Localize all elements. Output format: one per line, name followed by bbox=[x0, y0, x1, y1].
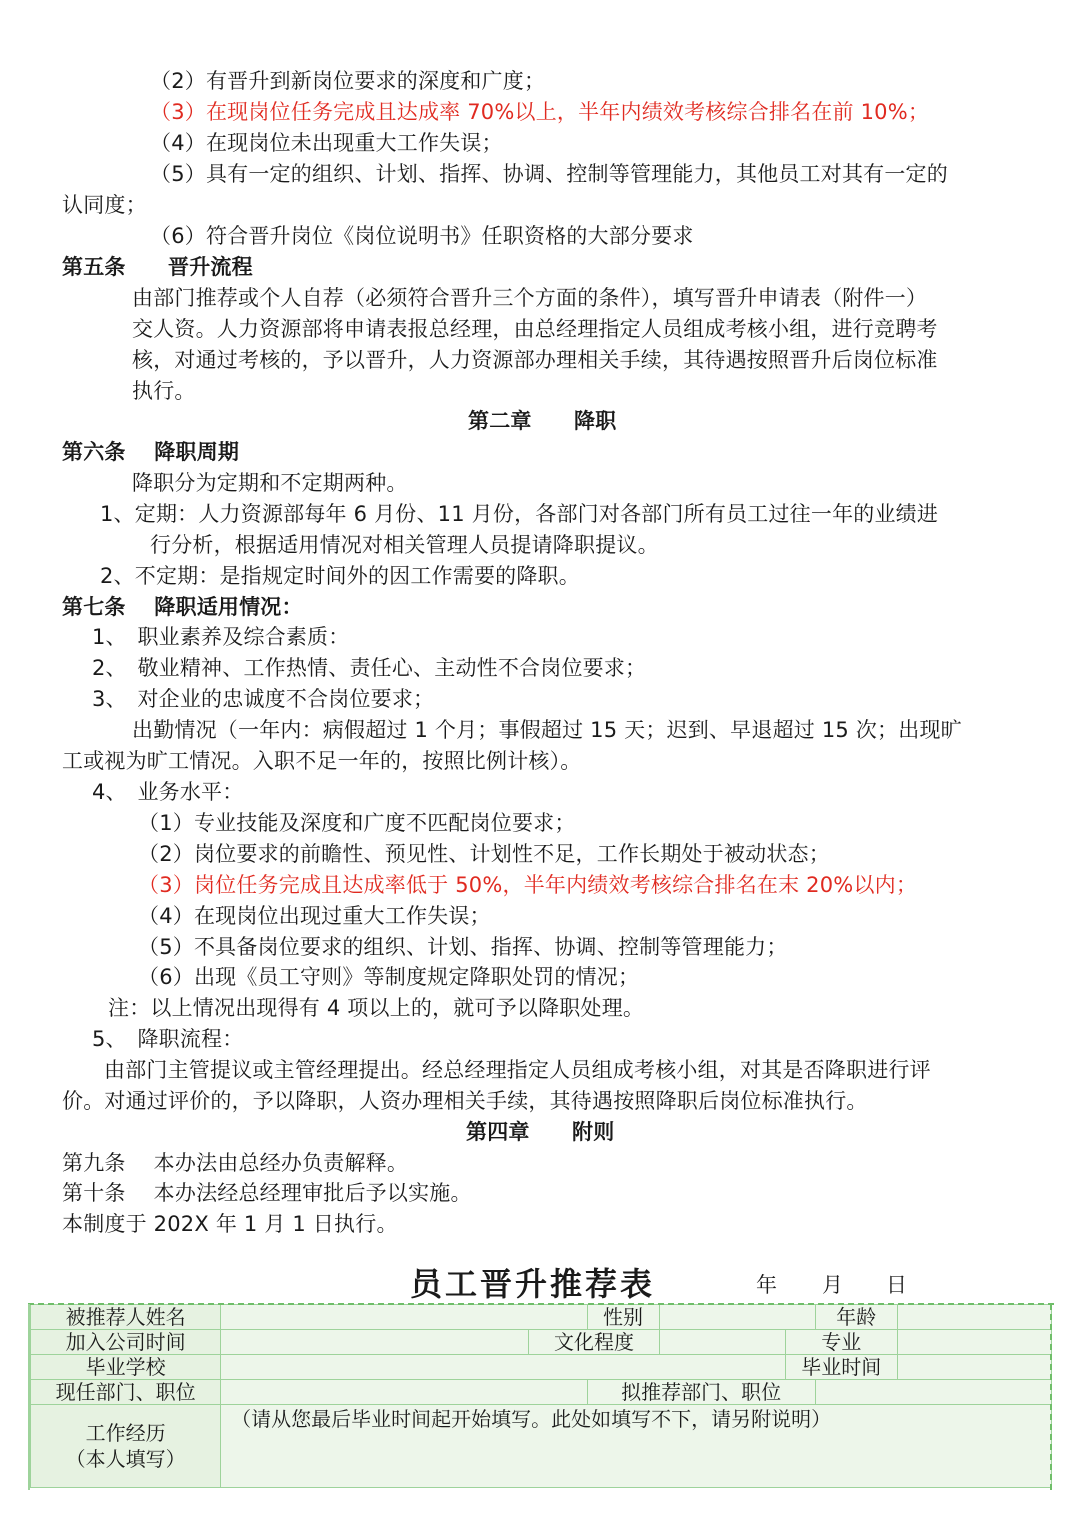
skill-item-4: （4）在现岗位出现过重大工作失误； bbox=[138, 904, 491, 928]
article-10: 第十条 本办法经总经理审批后予以实施。 bbox=[62, 1181, 472, 1205]
article-5-heading: 第五条 晋升流程 bbox=[62, 255, 253, 279]
name-label: 被推荐人姓名 bbox=[31, 1305, 221, 1330]
chapter-2-heading: 第二章 降职 bbox=[468, 409, 617, 433]
promotion-criterion-5: （5）具有一定的组织、计划、指挥、协调、控制等管理能力，其他员工对其有一定的 bbox=[150, 162, 948, 186]
school-input[interactable] bbox=[221, 1355, 786, 1380]
current-dept-input[interactable] bbox=[221, 1380, 587, 1405]
article-9: 第九条 本办法由总经办负责解释。 bbox=[62, 1151, 409, 1175]
join-date-label: 加入公司时间 bbox=[31, 1330, 221, 1355]
form-row-school bbox=[31, 1355, 1052, 1380]
major-label: 专业 bbox=[785, 1330, 897, 1355]
article-7-item-4: 4、 业务水平： bbox=[92, 780, 244, 804]
school-label: 毕业学校 bbox=[31, 1355, 221, 1380]
article-6-item-1-cont: 行分析，根据适用情况对相关管理人员提请降职提议。 bbox=[150, 533, 659, 557]
current-dept-label: 现任部门、职位 bbox=[31, 1380, 221, 1405]
recommended-dept-input[interactable] bbox=[815, 1380, 1051, 1405]
graduation-date-input[interactable] bbox=[897, 1355, 1051, 1380]
experience-label bbox=[31, 1405, 221, 1488]
article-6-item-2: 2、不定期：是指规定时间外的因工作需要的降职。 bbox=[100, 564, 580, 588]
graduation-date-label: 毕业时间 bbox=[785, 1355, 897, 1380]
article-5-para-4: 执行。 bbox=[132, 379, 196, 403]
demotion-process-2: 价。对通过评价的，予以降职，人资办理相关手续，其待遇按照降职后岗位标准执行。 bbox=[62, 1089, 868, 1113]
article-7-item-1: 1、 职业素养及综合素质： bbox=[92, 625, 350, 649]
table-frame-left bbox=[28, 1304, 30, 1490]
chapter-4-heading: 第四章 附则 bbox=[466, 1120, 615, 1144]
article-6-heading: 第六条 降职周期 bbox=[62, 440, 240, 464]
article-7-item-3: 3、 对企业的忠诚度不合岗位要求； bbox=[92, 687, 435, 711]
skill-item-3: （3）岗位任务完成且达成率低于 50%，半年内绩效考核综合排名在末 20%以内； bbox=[138, 873, 918, 897]
date-year-label: 年 bbox=[756, 1273, 777, 1297]
attendance-line-1: 出勤情况（一年内：病假超过 1 个月；事假超过 15 天；迟到、早退超过 15 次；出现旷 bbox=[132, 718, 962, 742]
note-line: 注：以上情况出现得有 4 项以上的，就可予以降职处理。 bbox=[108, 996, 645, 1020]
promotion-criterion-5-cont: 认同度； bbox=[62, 193, 147, 217]
promotion-form-table bbox=[30, 1304, 1052, 1488]
form-row-dept bbox=[31, 1380, 1052, 1405]
article-7-item-2: 2、 敬业精神、工作热情、责任心、主动性不合岗位要求； bbox=[92, 656, 647, 680]
promotion-criterion-4: （4）在现岗位未出现重大工作失误； bbox=[150, 131, 503, 155]
date-day-label: 日 bbox=[886, 1273, 907, 1297]
article-7-heading: 第七条 降职适用情况： bbox=[62, 595, 303, 619]
gender-label: 性别 bbox=[587, 1305, 659, 1330]
recommended-dept-label: 拟推荐部门、职位 bbox=[587, 1380, 815, 1405]
table-frame-right bbox=[1050, 1304, 1052, 1490]
form-row-join bbox=[31, 1330, 1052, 1355]
attendance-line-2: 工或视为旷工情况。入职不足一年的，按照比例计核）。 bbox=[62, 749, 582, 773]
demotion-process-1: 由部门主管提议或主管经理提出。经总经理指定人员组成考核小组，对其是否降职进行评 bbox=[104, 1058, 931, 1082]
form-title: 员工晋升推荐表 bbox=[410, 1265, 656, 1303]
education-input[interactable] bbox=[659, 1330, 785, 1355]
article-5-para-2: 交人资。人力资源部将申请表报总经理，由总经理指定人员组成考核小组，进行竞聘考 bbox=[132, 317, 938, 341]
experience-label-line-1: 工作经历 bbox=[85, 1421, 166, 1445]
experience-input[interactable] bbox=[221, 1405, 1052, 1488]
form-row-experience bbox=[31, 1405, 1052, 1488]
join-date-input[interactable] bbox=[221, 1330, 529, 1355]
major-input[interactable] bbox=[897, 1330, 1051, 1355]
experience-hint: （请从您最后毕业时间起开始填写。此处如填写不下，请另附说明） bbox=[231, 1407, 832, 1431]
skill-item-5: （5）不具备岗位要求的组织、计划、指挥、协调、控制等管理能力； bbox=[138, 935, 788, 959]
table-frame-top bbox=[28, 1303, 1054, 1309]
promotion-criterion-6: （6）符合晋升岗位《岗位说明书》任职资格的大部分要求 bbox=[150, 224, 694, 248]
skill-item-6: （6）出现《员工守则》等制度规定降职处罚的情况； bbox=[138, 965, 640, 989]
promotion-criterion-2: （2）有晋升到新岗位要求的深度和广度； bbox=[150, 69, 546, 93]
article-6-item-1: 1、定期：人力资源部每年 6 月份、11 月份，各部门对各部门所有员工过往一年的业绩进 bbox=[100, 502, 939, 526]
skill-item-1: （1）专业技能及深度和广度不匹配岗位要求； bbox=[138, 811, 576, 835]
date-month-label: 月 bbox=[822, 1273, 843, 1297]
skill-item-2: （2）岗位要求的前瞻性、预见性、计划性不足，工作长期处于被动状态； bbox=[138, 842, 830, 866]
experience-label-line-2: （本人填写） bbox=[65, 1447, 186, 1471]
education-label: 文化程度 bbox=[529, 1330, 659, 1355]
article-5-para-3: 核，对通过考核的，予以晋升，人力资源部办理相关手续，其待遇按照晋升后岗位标准 bbox=[132, 348, 938, 372]
article-6-intro: 降职分为定期和不定期两种。 bbox=[132, 471, 408, 495]
age-label: 年龄 bbox=[815, 1305, 897, 1330]
article-5-para-1: 由部门推荐或个人自荐（必须符合晋升三个方面的条件），填写晋升申请表（附件一） bbox=[132, 286, 928, 310]
effective-date: 本制度于 202X 年 1 月 1 日执行。 bbox=[62, 1212, 398, 1236]
article-7-item-5: 5、 降职流程： bbox=[92, 1027, 244, 1051]
promotion-criterion-3: （3）在现岗位任务完成且达成率 70%以上，半年内绩效考核综合排名在前 10%； bbox=[150, 100, 930, 124]
